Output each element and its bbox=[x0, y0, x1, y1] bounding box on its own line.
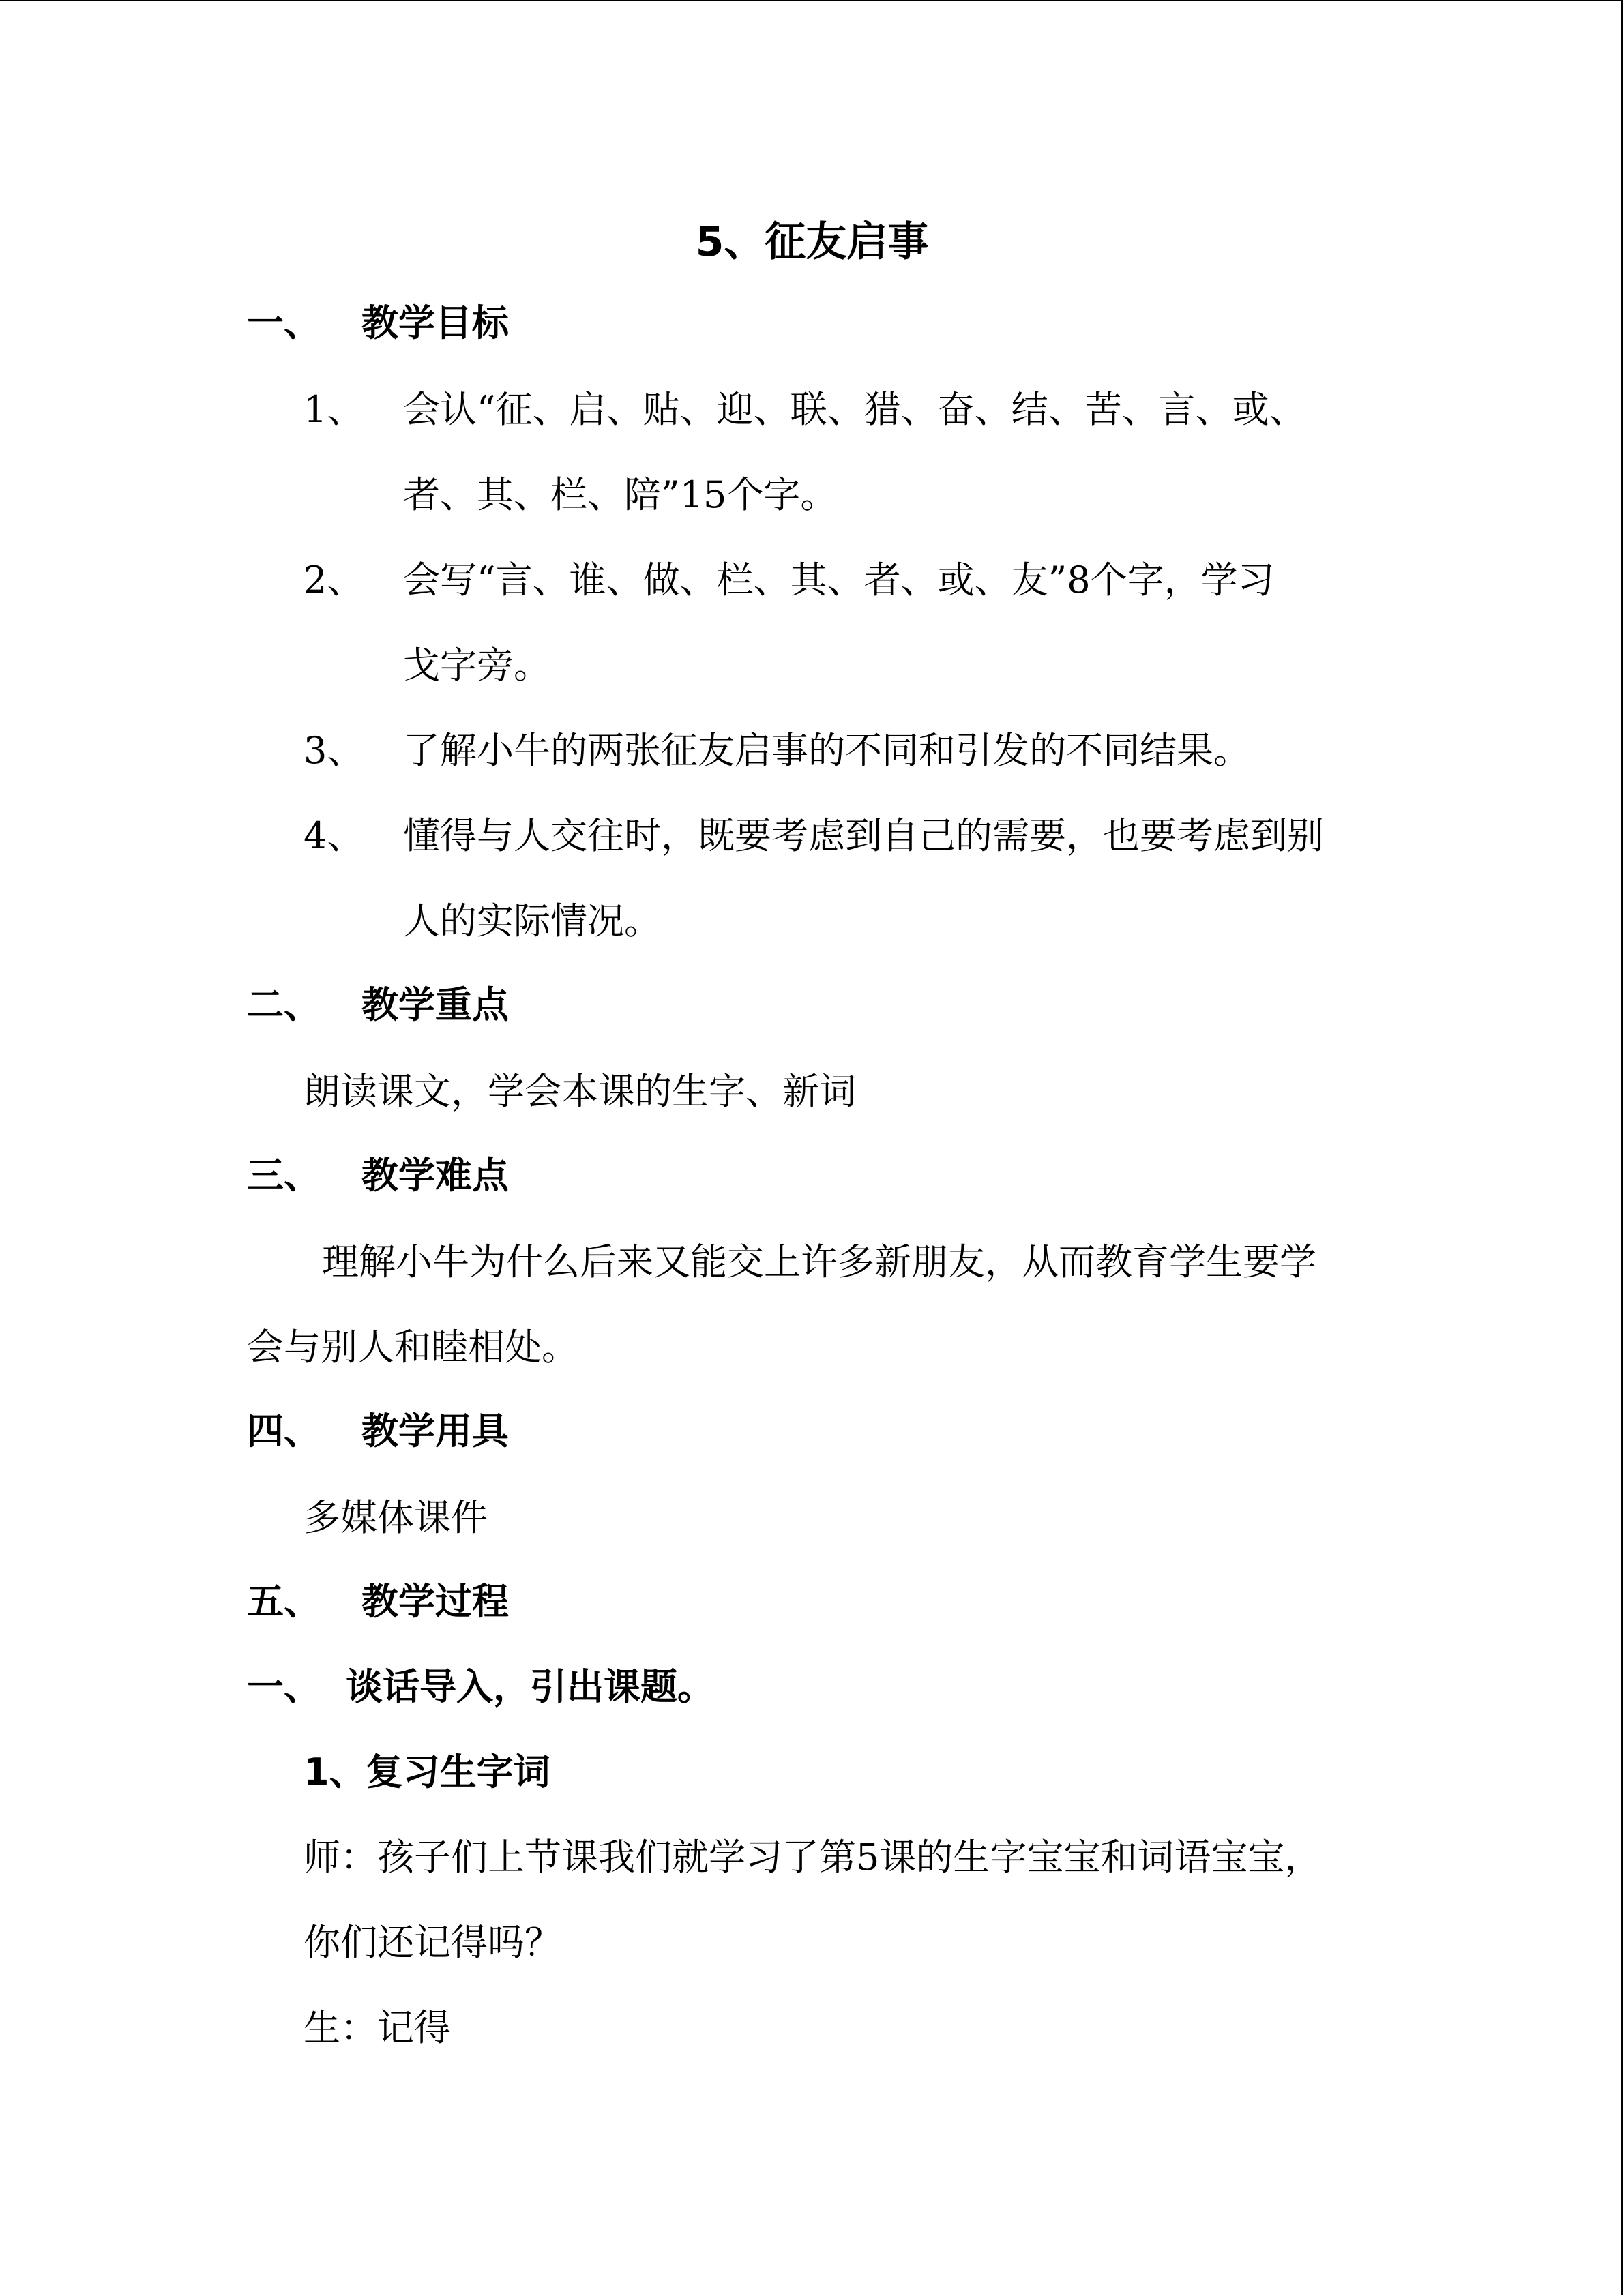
section-title: 教学重点 bbox=[361, 983, 509, 1026]
section-heading-tools bbox=[247, 1410, 509, 1453]
student-dialogue: 生：记得 bbox=[304, 2006, 451, 2049]
item-number: 2、 bbox=[304, 558, 364, 601]
tools-text: 多媒体课件 bbox=[304, 1496, 488, 1539]
section-title: 教学过程 bbox=[361, 1580, 509, 1623]
objective-item-3 bbox=[304, 729, 1250, 773]
section-title: 教学难点 bbox=[361, 1154, 509, 1197]
objective-item-1 bbox=[304, 388, 1306, 432]
objective-item-4 bbox=[304, 814, 1324, 858]
section-heading-objectives bbox=[247, 301, 509, 345]
teacher-dialogue-line-1: 师：孩子们上节课我们就学习了第5课的生字宝宝和词语宝宝， bbox=[304, 1836, 1322, 1879]
process-step-1 bbox=[247, 1665, 714, 1709]
item-text: 了解小牛的两张征友启事的不同和引发的不同结果。 bbox=[403, 729, 1250, 772]
section-number: 二、 bbox=[247, 983, 321, 1026]
process-substep-review: 1、复习生字词 bbox=[304, 1750, 550, 1793]
section-heading-process bbox=[247, 1580, 509, 1624]
section-heading-difficulty bbox=[247, 1154, 509, 1197]
section-title: 教学目标 bbox=[361, 301, 509, 344]
objective-item-2-continuation: 戈字旁。 bbox=[403, 644, 550, 687]
section-title: 教学用具 bbox=[361, 1410, 509, 1452]
objective-item-4-continuation: 人的实际情况。 bbox=[403, 899, 661, 942]
section-number: 一、 bbox=[247, 301, 321, 344]
teacher-dialogue-line-2: 你们还记得吗？ bbox=[304, 1921, 561, 1964]
key-point-text: 朗读课文，学会本课的生字、新词 bbox=[304, 1070, 856, 1113]
section-number: 四、 bbox=[247, 1410, 321, 1452]
objective-item-1-continuation: 者、其、栏、陪”15个字。 bbox=[403, 473, 838, 516]
item-text: 会写“言、谁、做、栏、其、者、或、友”8个字，学习 bbox=[403, 558, 1275, 601]
step-number: 一、 bbox=[247, 1665, 321, 1708]
difficulty-text-line-1: 理解小牛为什么后来又能交上许多新朋友，从而教育学生要学 bbox=[322, 1240, 1316, 1283]
objective-item-2 bbox=[304, 558, 1275, 602]
item-number: 4、 bbox=[304, 814, 364, 857]
item-number: 1、 bbox=[304, 388, 364, 431]
document-title: 5、征友启事 bbox=[695, 218, 929, 266]
section-number: 三、 bbox=[247, 1154, 321, 1197]
item-number: 3、 bbox=[304, 729, 364, 772]
item-text: 会认“征、启、贴、迎、联、猎、奋、结、苦、言、或、 bbox=[403, 388, 1306, 431]
section-heading-key-point bbox=[247, 983, 509, 1027]
item-text: 懂得与人交往时，既要考虑到自己的需要，也要考虑到别 bbox=[403, 814, 1324, 857]
step-text: 谈话导入，引出课题。 bbox=[346, 1665, 714, 1708]
section-number: 五、 bbox=[247, 1580, 321, 1623]
difficulty-text-line-2: 会与别人和睦相处。 bbox=[247, 1326, 578, 1369]
